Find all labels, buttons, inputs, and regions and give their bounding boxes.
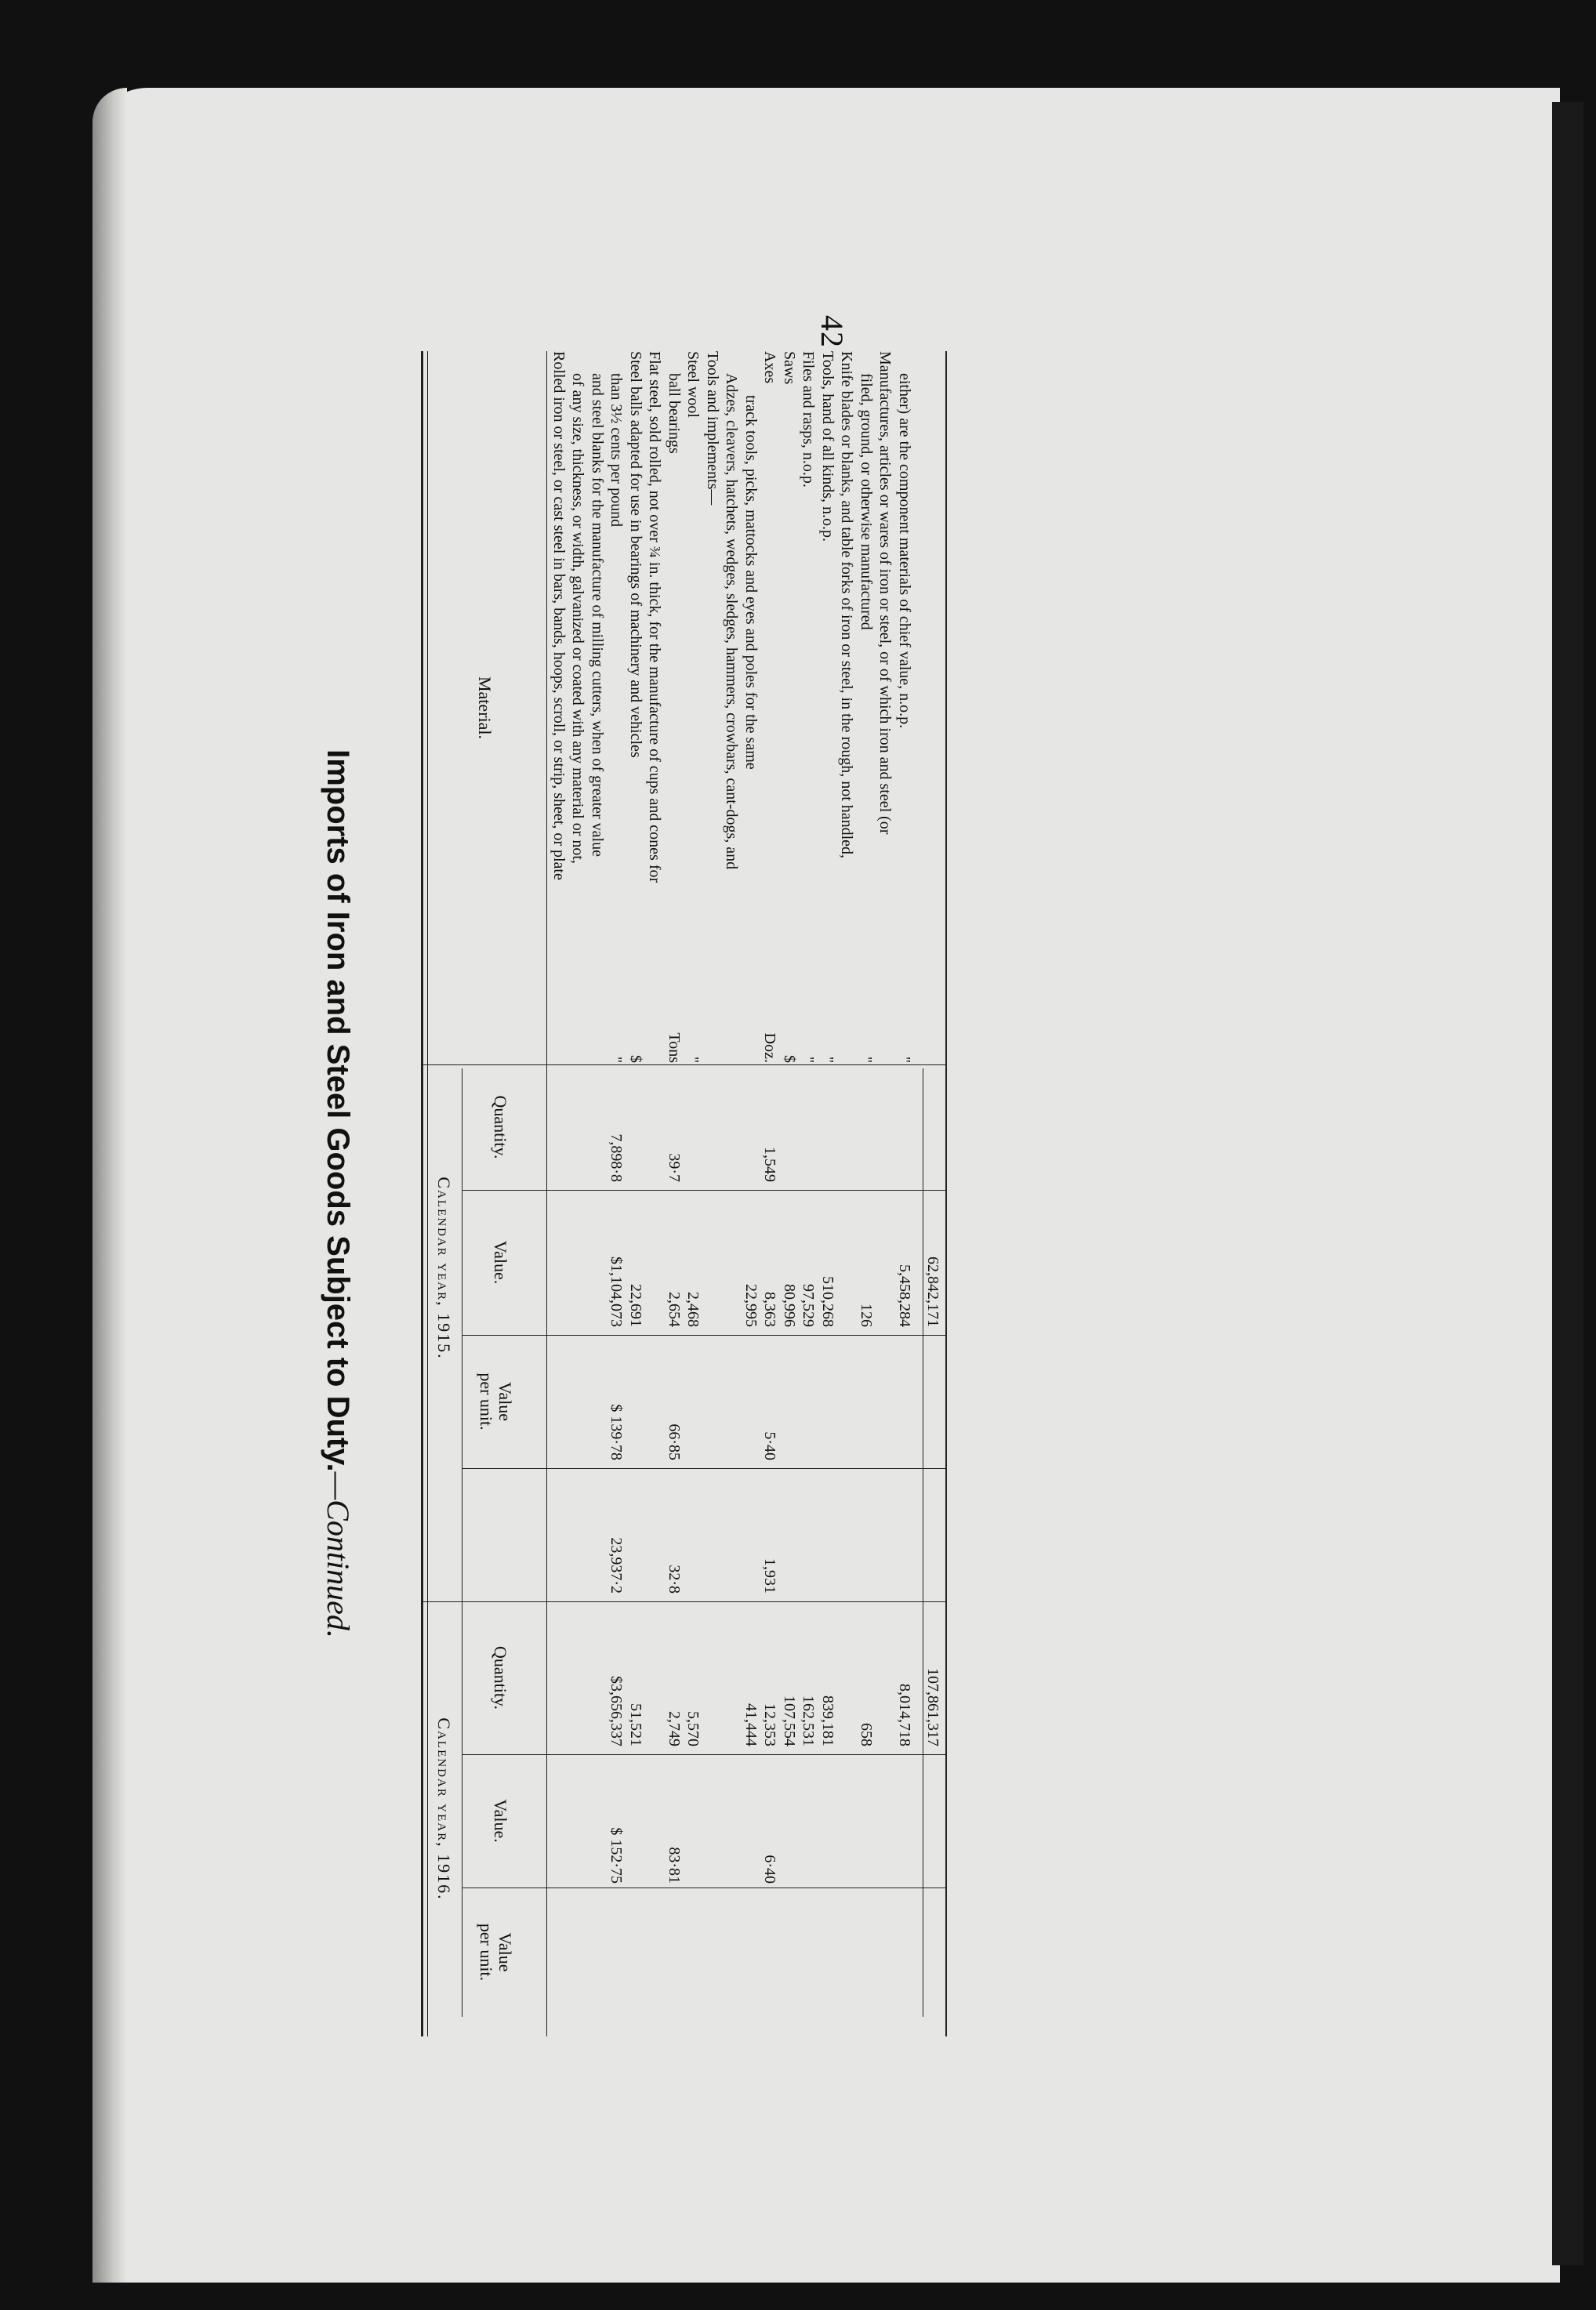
table-row <box>569 351 588 2036</box>
value-cell-v1916: 162,531 <box>800 1695 818 1746</box>
top-rule-2 <box>427 351 428 2036</box>
value-cell-v1916: 2,749 <box>666 1711 683 1746</box>
table-row <box>550 351 568 2036</box>
table-row <box>723 351 742 2036</box>
value-cell-vpu1916: $ 152·75 <box>608 1827 626 1884</box>
unit-cell: " <box>896 1056 913 1063</box>
value-cell-v1915: 22,691 <box>627 1284 644 1327</box>
vpu-1916-line1: Value <box>495 1932 515 1972</box>
value-cell-v1915: 2,654 <box>666 1292 683 1327</box>
unit-cell: " <box>819 1056 836 1063</box>
material-cell: Flat steel, sold rolled, not over ¾ in. thick, for the manufacture of cups and cones for <box>646 351 664 883</box>
value-cell-v1915: 80,996 <box>781 1284 798 1327</box>
value-1916-header: Value. <box>491 1799 510 1843</box>
table-row <box>876 351 895 2036</box>
material-cell: Knife blades or blanks, and table forks of iron or steel, in the rough, not handled, <box>838 351 856 859</box>
value-cell-v1915: 5,458,284 <box>896 1264 913 1327</box>
material-cell: Files and rasps, n.o.p. <box>800 351 818 488</box>
vpu-1916-line2: per unit. <box>477 1923 496 1982</box>
value-cell-v1915: 2,468 <box>684 1292 702 1327</box>
table-row <box>800 351 818 2036</box>
material-cell: Adzes, cleavers, hatchets, wedges, sledges, hammers, crowbars, cant-dogs, and <box>723 373 741 870</box>
table-row <box>857 351 876 2036</box>
unit-cell: " <box>858 1056 875 1063</box>
unit-cell: $ <box>627 1055 644 1063</box>
unit-cell: Doz. <box>761 1032 779 1063</box>
material-cell: Steel balls adapted for use in bearings of machinery and vehicles <box>627 351 644 758</box>
unit-cell: " <box>608 1056 626 1063</box>
page-edge <box>92 88 127 2283</box>
header-bottom-rule <box>546 351 547 2036</box>
value-cell-v1916: 839,181 <box>819 1695 836 1746</box>
table-row <box>818 351 837 2036</box>
material-header: Material. <box>475 676 495 740</box>
material-cell: Tools, hand of all kinds, n.o.p. <box>819 351 836 542</box>
table-row <box>838 351 857 2036</box>
quantity-1915-header: Quantity. <box>491 1095 510 1159</box>
value-cell-q1916: 23,937·2 <box>608 1537 626 1594</box>
material-cell: Saws <box>781 351 798 385</box>
value-cell-q1915: 39·7 <box>666 1153 683 1182</box>
rotated-table-page <box>321 351 964 2036</box>
value-cell-v1915: 22,995 <box>742 1284 760 1327</box>
title-text: Imports of Iron and Steel Goods Subject to Duty. <box>321 749 355 1472</box>
material-cell: ball bearings <box>666 373 683 454</box>
vpu-1915-line2: per unit. <box>477 1373 496 1431</box>
table-row <box>665 351 684 2036</box>
title-continued: —Continued. <box>321 1471 356 1638</box>
table-row <box>626 351 645 2036</box>
value-cell-vpu1915: $ 139·78 <box>608 1404 626 1460</box>
value-cell-q1915: 7,898·8 <box>608 1133 626 1182</box>
material-cell: of any size, thickness, or width, galvanized or coated with any material or not, <box>569 373 587 864</box>
page-number: 42 <box>814 315 850 348</box>
material-cell: Rolled iron or steel, or cast steel in bars, bands, hoops, scroll, or strip, sheet, or plate <box>550 351 568 880</box>
value-cell-q1916: 1,931 <box>761 1558 779 1594</box>
value-cell-v1916: 8,014,718 <box>896 1684 913 1746</box>
table-row <box>684 351 703 2036</box>
value-cell-q1915: 1,549 <box>761 1147 779 1182</box>
material-cell: filed, ground, or otherwise manufactured <box>858 373 875 630</box>
value-cell-v1916: 41,444 <box>742 1703 760 1746</box>
material-cell: Steel wool <box>684 351 702 418</box>
material-cell: than 3½ cents per pound <box>608 373 626 528</box>
page-title <box>320 351 357 2036</box>
table-row <box>761 351 780 2036</box>
material-cell: track tools, picks, mattocks and eyes and poles for the same <box>742 395 760 770</box>
year-1915-header: Calendar year, 1915. <box>434 1177 454 1360</box>
value-cell-v1916: 107,554 <box>781 1695 798 1746</box>
value-cell-vpu1915: 5·40 <box>761 1431 779 1460</box>
value-cell-v1915: 97,529 <box>800 1284 818 1327</box>
material-cell: either) are the component materials of chief value, n.o.p. <box>896 373 913 729</box>
value-1915-header: Value. <box>491 1240 510 1285</box>
vpu-1915-header <box>477 1335 514 1468</box>
value-cell-v1915: 8,363 <box>761 1292 779 1327</box>
value-cell-vpu1916: 6·40 <box>761 1855 779 1884</box>
value-cell-v1915: 126 <box>858 1304 875 1327</box>
value-cell-vpu1916: 83·81 <box>666 1847 683 1884</box>
table-row <box>646 351 665 2036</box>
unit-cell: " <box>684 1056 702 1063</box>
binding-edge <box>1552 102 1583 2265</box>
material-cell: and steel blanks for the manufacture of milling cutters, when of greater value <box>589 373 606 857</box>
table-row <box>742 351 760 2036</box>
value-cell-v1915: 510,268 <box>819 1276 836 1327</box>
vpu-1916-header <box>477 1888 514 2017</box>
material-cell: Axes <box>761 351 779 384</box>
unit-cell: $ <box>781 1055 798 1063</box>
table-row <box>588 351 607 2036</box>
value-cell-q1916: 32·8 <box>666 1565 683 1594</box>
top-rule <box>421 351 423 2036</box>
material-cell: Manufactures, articles or wares of iron or steel, or of which iron and steel (or <box>876 351 894 835</box>
vpu-1915-line1: Value <box>495 1381 515 1422</box>
value-cell-v1916: 5,570 <box>684 1711 702 1746</box>
unit-cell: Tons <box>666 1032 683 1063</box>
table-row <box>608 351 626 2036</box>
totals-row <box>923 351 942 2036</box>
value-cell-v1916: $3,656,337 <box>608 1676 626 1746</box>
total-1915: 62,842,171 <box>924 1257 941 1327</box>
table-row <box>895 351 914 2036</box>
table-row <box>703 351 722 2036</box>
unit-cell: " <box>800 1056 818 1063</box>
value-cell-vpu1915: 66·85 <box>666 1423 683 1460</box>
table-row <box>780 351 799 2036</box>
value-cell-v1916: 12,353 <box>761 1703 779 1746</box>
quantity-1916-header: Quantity. <box>491 1645 510 1710</box>
value-cell-v1915: $1,104,073 <box>608 1257 626 1327</box>
total-1916: 107,861,317 <box>924 1668 941 1746</box>
value-cell-v1916: 658 <box>858 1723 875 1746</box>
year-1916-header: Calendar year, 1916. <box>434 1717 454 1901</box>
value-cell-v1916: 51,521 <box>627 1703 644 1746</box>
material-cell: Tools and implements— <box>704 351 721 506</box>
bottom-rule <box>945 351 947 2036</box>
